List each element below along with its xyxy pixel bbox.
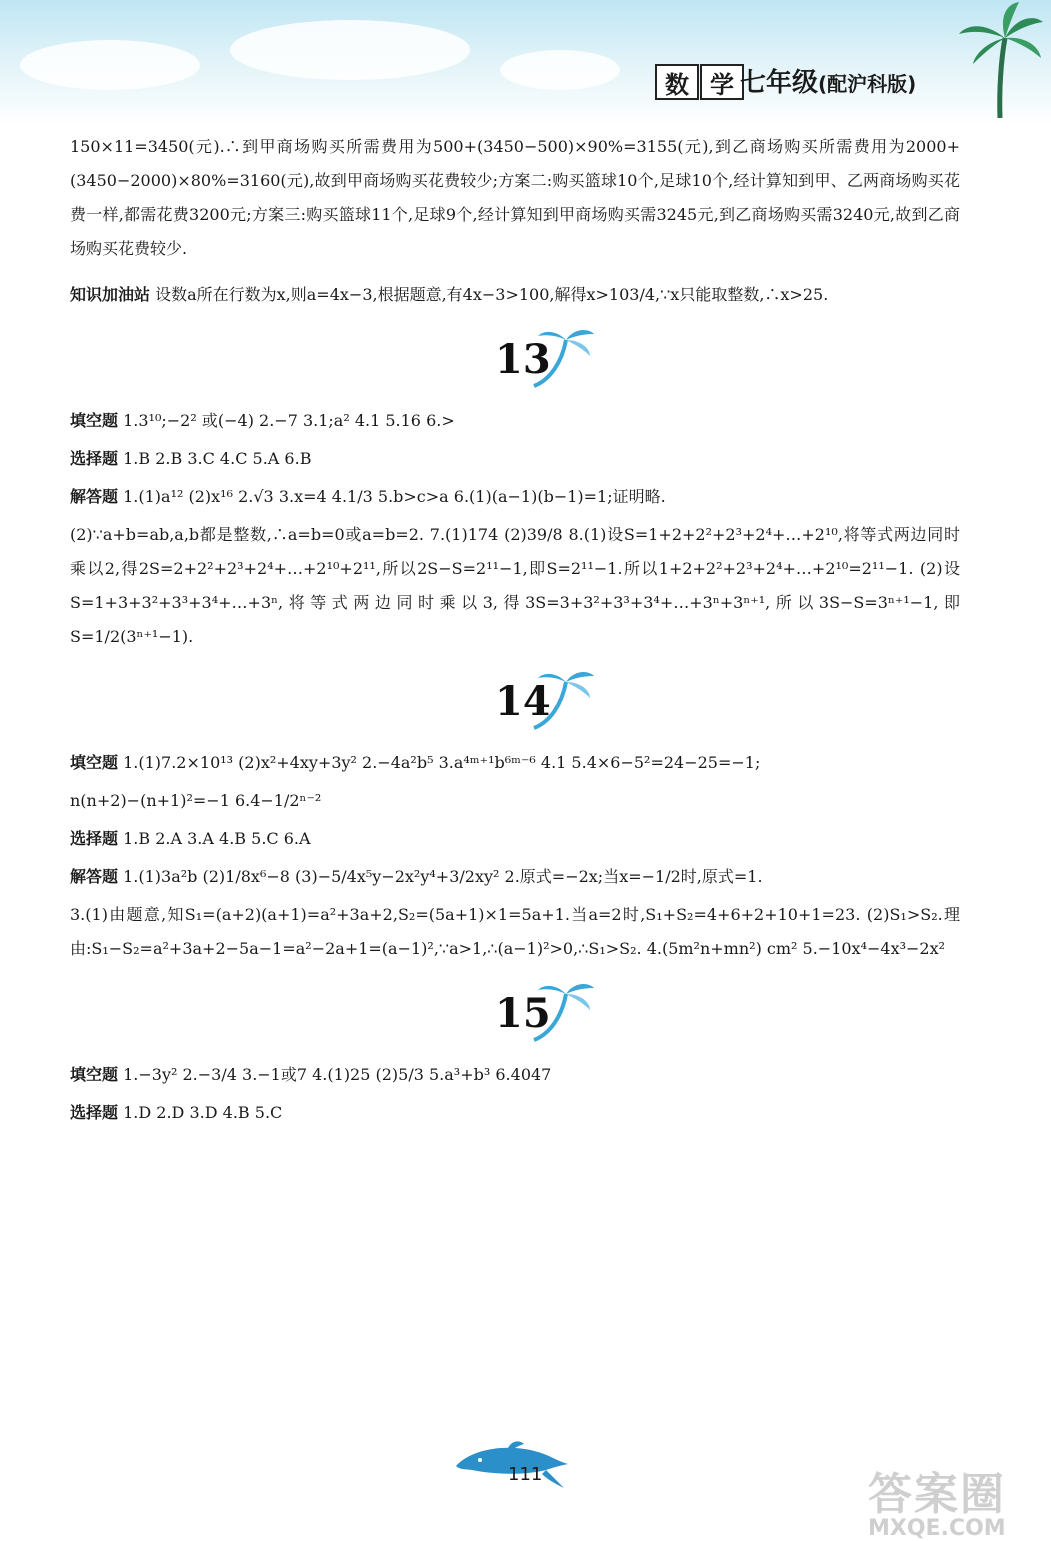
solution-continued: (2)∵a+b=ab,a,b都是整数,∴a=b=0或a=b=2. 7.(1)174 (2)39/8 8.(1)设S=1+2+2²+2³+2⁴+…+2¹⁰,将等式两边同时乘以2,得2S=2+2²+2³+2⁴+…+2¹⁰+2¹¹,所以2S−S=2¹¹−1,即S=2¹¹−1.所以1+2+2²+2³+2⁴+…+2¹⁰=2¹¹−1. (2)设S=1+3+3²+3³+3⁴+…+3ⁿ,将等式两边同时乘以3,得3S=3+3²+3³+3⁴+…+3ⁿ+3ⁿ⁺¹,所以3S−S=3ⁿ⁺¹−1,即S=1/2(3ⁿ⁺¹−1). xyxy=(70,525,960,646)
fill-blank-label: 填空题 xyxy=(70,1065,119,1084)
solution-label: 解答题 xyxy=(70,487,119,506)
choice-answers xyxy=(70,442,960,476)
edition-text: (配沪科版) xyxy=(818,72,917,96)
knowledge-text: 设数a所在行数为x,则a=4x−3,根据题意,有4x−3>100,解得x>103/4,∵x只能取整数,∴x>25. xyxy=(155,285,829,304)
cloud-decoration xyxy=(20,40,200,90)
header-banner xyxy=(0,0,1051,125)
choice-label: 选择题 xyxy=(70,829,119,848)
choice-label: 选择题 xyxy=(70,449,119,468)
fill-blank-continued: n(n+2)−(n+1)²=−1 6.4−1/2ⁿ⁻² xyxy=(70,791,322,810)
choice-text: 1.D 2.D 3.D 4.B 5.C xyxy=(123,1103,283,1122)
section-number: 15 xyxy=(495,990,551,1037)
palm-swoosh-icon xyxy=(528,976,598,1046)
page-number: 111 xyxy=(508,1464,543,1485)
choice-text: 1.B 2.B 3.C 4.C 5.A 6.B xyxy=(123,449,312,468)
choice-answers xyxy=(70,1096,960,1130)
solution-label: 解答题 xyxy=(70,867,119,886)
section-header-13 xyxy=(70,318,960,398)
subject-char-box: 数 xyxy=(655,64,699,100)
intro-paragraph: 150×11=3450(元).∴到甲商场购买所需费用为500+(3450−500)×90%=3155(元),到乙商场购买所需费用为2000+(3450−2000)×80%=3160(元),故到甲商场购买花费较少;方案二:购买篮球10个,足球10个,经计算知到甲、乙两商场购买花费一样,都需花费3200元;方案三:购买篮球11个,足球9个,经计算知到甲商场购买需3245元,到乙商场购买需3240元,故到乙商场购买花费较少. xyxy=(70,137,960,258)
watermark-cn: 答案圈 xyxy=(868,1469,1006,1520)
choice-label: 选择题 xyxy=(70,1103,119,1122)
palm-tree-icon xyxy=(955,0,1045,120)
choice-text: 1.B 2.A 3.A 4.B 5.C 6.A xyxy=(123,829,311,848)
fill-blank-answers xyxy=(70,404,960,438)
section-number: 14 xyxy=(495,678,551,725)
cloud-decoration xyxy=(500,50,620,90)
knowledge-paragraph xyxy=(70,278,960,312)
solution-answers xyxy=(70,480,960,514)
site-watermark xyxy=(868,1458,1048,1541)
section-number: 13 xyxy=(495,336,551,383)
watermark-en: MXQE.COM xyxy=(868,1516,1006,1541)
solution-text: 1.(1)3a²b (2)1/8x⁶−8 (3)−5/4x⁵y−2x²y⁴+3/2xy² 2.原式=−2x;当x=−1/2时,原式=1. xyxy=(123,867,763,886)
solution-continued: 3.(1)由题意,知S₁=(a+2)(a+1)=a²+3a+2,S₂=(5a+1)×1=5a+1.当a=2时,S₁+S₂=4+6+2+10+1=23. (2)S₁>S₂.理由:S₁−S₂=a²+3a+2−5a−1=a²−2a+1=(a−1)²,∵a>1,∴(a−1)²>0,∴S₁>S₂. 4.(5m²n+mn²) cm² 5.−10x⁴−4x³−2x² xyxy=(70,905,960,958)
solution-answers xyxy=(70,860,960,894)
fill-blank-text: 1.(1)7.2×10¹³ (2)x²+4xy+3y² 2.−4a²b⁵ 3.a⁴ᵐ⁺¹b⁶ᵐ⁻⁶ 4.1 5.4×6−5²=24−25=−1; xyxy=(123,753,761,772)
answer-content xyxy=(70,130,960,1134)
fill-blank-label: 填空题 xyxy=(70,411,119,430)
fill-blank-answers xyxy=(70,746,960,780)
fill-blank-text: 1.3¹⁰;−2² 或(−4) 2.−7 3.1;a² 4.1 5.16 6.> xyxy=(123,411,455,430)
fill-blank-text: 1.−3y² 2.−3/4 3.−1或7 4.(1)25 (2)5/3 5.a³+b³ 6.4047 xyxy=(123,1065,552,1084)
grade-label xyxy=(740,62,916,99)
grade-text: 七年级 xyxy=(740,68,819,98)
choice-answers xyxy=(70,822,960,856)
fill-blank-label: 填空题 xyxy=(70,753,119,772)
palm-swoosh-icon xyxy=(528,664,598,734)
cloud-decoration xyxy=(230,20,470,80)
palm-swoosh-icon xyxy=(528,322,598,392)
knowledge-label: 知识加油站 xyxy=(70,285,151,304)
solution-text: 1.(1)a¹² (2)x¹⁶ 2.√3 3.x=4 4.1/3 5.b>c>a 6.(1)(a−1)(b−1)=1;证明略. xyxy=(123,487,666,506)
subject-char-box: 学 xyxy=(700,64,744,100)
fill-blank-answers xyxy=(70,1058,960,1092)
section-header-15 xyxy=(70,972,960,1052)
section-header-14 xyxy=(70,660,960,740)
